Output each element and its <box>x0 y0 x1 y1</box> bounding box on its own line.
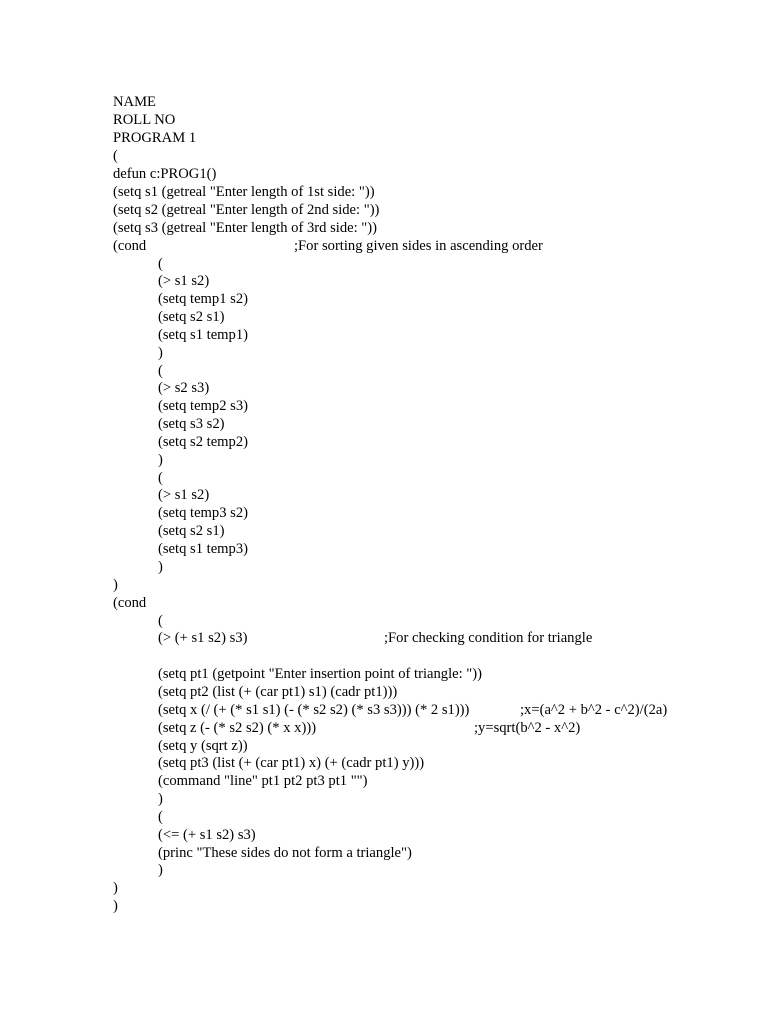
code-line: ) <box>158 452 163 468</box>
code-line: (> s2 s3) <box>158 380 210 396</box>
code-line: (setq s2 temp2) <box>158 434 248 450</box>
header-roll-no: ROLL NO <box>113 112 176 128</box>
code-line: ( <box>158 613 163 629</box>
code-line: (setq x (/ (+ (* s1 s1) (- (* s2 s2) (* s3 s3))) (* 2 s1))) <box>158 702 470 718</box>
code-line: ) <box>113 880 118 896</box>
code-line: (setq temp2 s3) <box>158 398 248 414</box>
code-line: (> s1 s2) <box>158 487 210 503</box>
code-line: (setq s2 (getreal "Enter length of 2nd side: ")) <box>113 202 380 218</box>
code-line: (setq s2 s1) <box>158 309 225 325</box>
code-line: (setq z (- (* s2 s2) (* x x))) <box>158 720 317 736</box>
code-comment: ;x=(a^2 + b^2 - c^2)/(2a) <box>520 702 668 718</box>
code-line: (setq s3 (getreal "Enter length of 3rd side: ")) <box>113 220 377 236</box>
code-line: (setq s3 s2) <box>158 416 225 432</box>
code-line: ( <box>158 809 163 825</box>
code-line: (setq s2 s1) <box>158 523 225 539</box>
code-line: ) <box>158 345 163 361</box>
code-line: ) <box>113 577 118 593</box>
code-line: (setq s1 (getreal "Enter length of 1st side: ")) <box>113 184 375 200</box>
code-line: (setq s1 temp3) <box>158 541 248 557</box>
code-line: ( <box>158 470 163 486</box>
code-line: ( <box>158 363 163 379</box>
code-comment: ;For sorting given sides in ascending order <box>294 238 543 254</box>
code-line: ) <box>113 898 118 914</box>
code-line: (setq temp1 s2) <box>158 291 248 307</box>
code-line: (setq pt1 (getpoint "Enter insertion point of triangle: ")) <box>158 666 482 682</box>
code-line: defun c:PROG1() <box>113 166 217 182</box>
header-program: PROGRAM 1 <box>113 130 197 146</box>
code-line: (cond <box>113 595 147 611</box>
code-line: (setq s1 temp1) <box>158 327 248 343</box>
code-line: (setq pt3 (list (+ (car pt1) x) (+ (cadr pt1) y))) <box>158 755 425 771</box>
code-line: (> (+ s1 s2) s3) <box>158 630 248 646</box>
code-line: (setq temp3 s2) <box>158 505 248 521</box>
code-line: (> s1 s2) <box>158 273 210 289</box>
code-comment: ;y=sqrt(b^2 - x^2) <box>474 720 581 736</box>
code-line: ( <box>158 256 163 272</box>
code-line: ) <box>158 862 163 878</box>
code-line: (command "line" pt1 pt2 pt3 pt1 "") <box>158 773 368 789</box>
code-line: (princ "These sides do not form a triangle") <box>158 845 412 861</box>
code-line: (cond <box>113 238 147 254</box>
code-line: (setq y (sqrt z)) <box>158 738 248 754</box>
header-name: NAME <box>113 94 156 110</box>
code-line: ( <box>113 148 118 164</box>
code-line: (<= (+ s1 s2) s3) <box>158 827 256 843</box>
code-comment: ;For checking condition for triangle <box>384 630 593 646</box>
code-line: ) <box>158 559 163 575</box>
code-line: (setq pt2 (list (+ (car pt1) s1) (cadr pt1))) <box>158 684 398 700</box>
code-line: ) <box>158 791 163 807</box>
